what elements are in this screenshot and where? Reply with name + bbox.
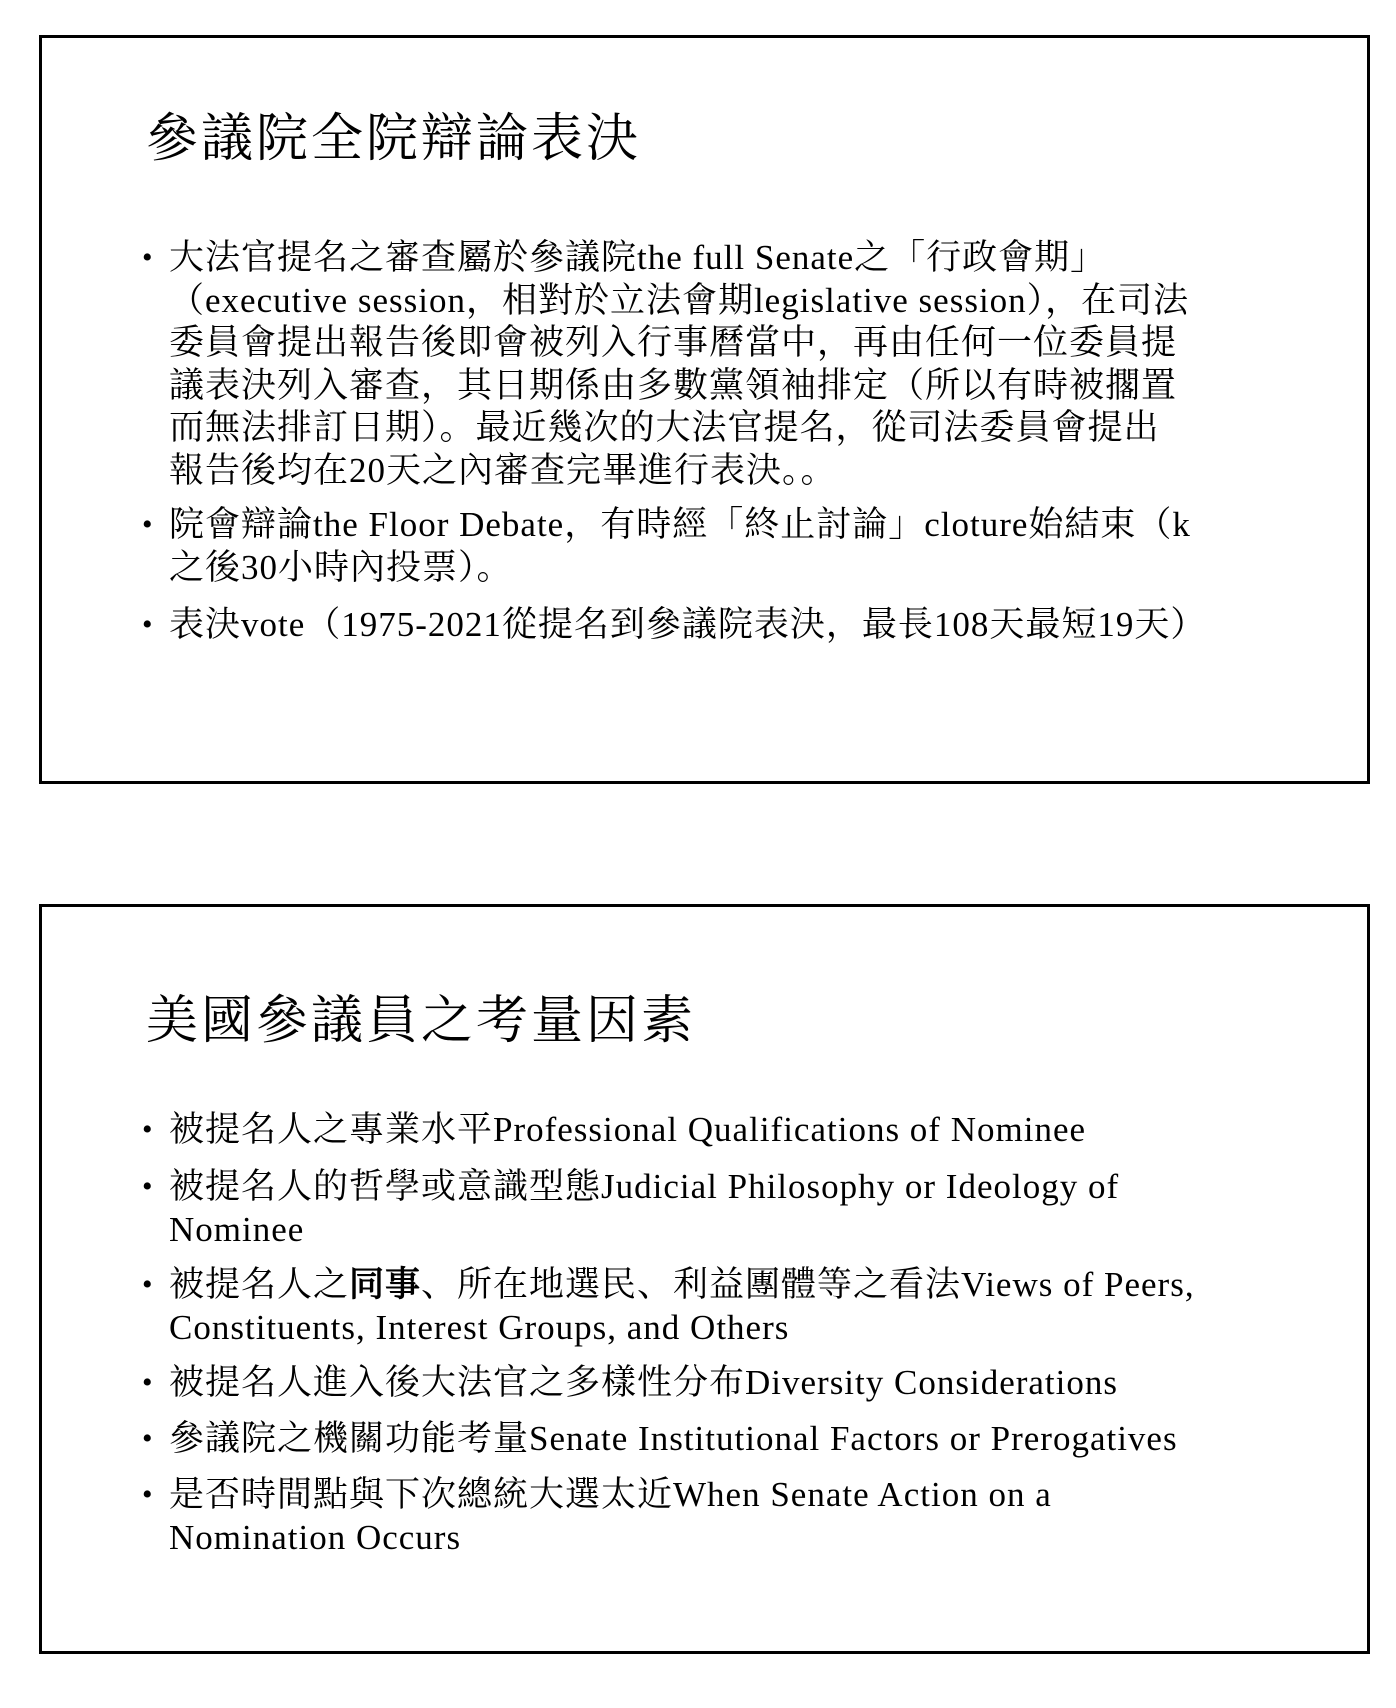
bullet-line: 被提名人進入後大法官之多樣性分布Diversity Considerations [169,1363,1118,1402]
bullet-line: 報告後均在20天之內審查完畢進行表決。。 [169,450,837,490]
bullet-line: 大法官提名之審查屬於參議院the full Senate之「行政會期」 [169,238,1107,277]
bullet-item [142,237,1189,492]
bullet-icon: • [142,1268,153,1301]
bullet-icon: • [142,1170,153,1203]
text-segment: 、所在地選民、利益團體等之看法Views of Peers, [421,1265,1195,1304]
bullet-line [169,1264,1195,1307]
bullet-item [142,604,1206,647]
bullet-item [142,1474,1052,1559]
slide-senate-floor-vote [39,35,1370,784]
slide-senator-considerations [39,904,1370,1654]
bullet-line: （executive session，相對於立法會期legislative session），在司法 [169,280,1190,320]
bullet-icon: • [142,508,153,541]
bullet-item [142,1166,1119,1251]
bullet-item [142,1109,1086,1152]
bullet-line: 被提名人的哲學或意識型態Judicial Philosophy or Ideology of [169,1167,1120,1206]
bullet-icon: • [142,241,153,274]
bullet-line: 參議院之機關功能考量Senate Institutional Factors or Prerogatives [169,1419,1178,1458]
bullet-line: Nominee [169,1209,305,1249]
bullet-line: Constituents, Interest Groups, and Others [169,1307,790,1347]
bullet-line: 是否時間點與下次總統大選太近When Senate Action on a [169,1475,1052,1514]
bullet-icon: • [142,608,153,641]
bullet-icon: • [142,1422,153,1455]
bullet-line: 議表決列入審查，其日期係由多數黨領袖排定（所以有時被擱置 [169,365,1178,405]
bold-text: 同事 [349,1265,422,1304]
bullet-icon: • [142,1113,153,1146]
bullet-line: 表決vote（1975-2021從提名到參議院表決，最長108天最短19天） [169,605,1207,644]
bullet-icon: • [142,1478,153,1511]
bullet-line: 委員會提出報告後即會被列入行事曆當中，再由任何一位委員提 [169,323,1178,362]
text-segment: 被提名人之 [169,1265,350,1304]
bullet-item [142,1418,1178,1461]
slide-title: 參議院全院辯論表決 [146,111,642,168]
bullet-line: 之後30小時內投票）。 [169,547,513,587]
bullet-line: 被提名人之專業水平Professional Qualifications of Nominee [169,1110,1087,1149]
bullet-line: 院會辯論the Floor Debate，有時經「終止討論」cloture始結束（k [169,505,1191,544]
bullet-line: Nomination Occurs [169,1517,462,1557]
bullet-item [142,1362,1118,1405]
bullet-item [142,1264,1195,1349]
bullet-item [142,504,1191,589]
bullet-icon: • [142,1366,153,1399]
slide-title: 美國參議員之考量因素 [146,993,697,1050]
bullet-line: 而無法排訂日期）。最近幾次的大法官提名，從司法委員會提出 [169,408,1160,447]
